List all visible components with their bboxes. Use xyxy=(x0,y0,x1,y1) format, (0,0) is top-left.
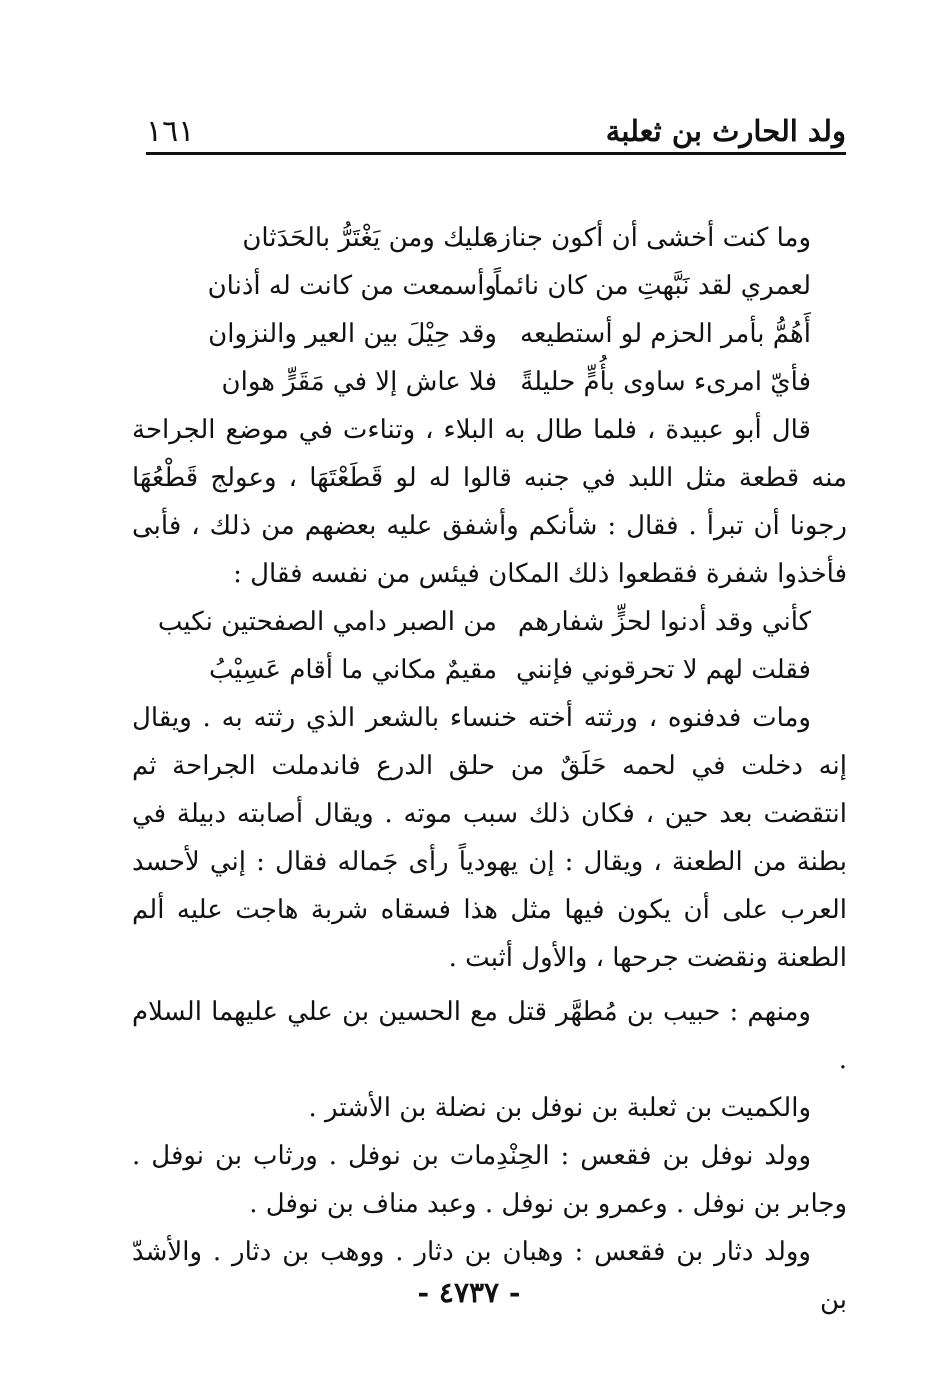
paragraph: ومنهم : حبيب بن مُطهَّر قتل مع الحسين بن علي عليهما السلام . xyxy=(132,997,847,1075)
verse-line xyxy=(132,646,847,694)
paragraph: قال أبو عبيدة ، فلما طال به البلاء ، وتناءت في موضع الجراحة منه قطعة مثل اللبد في جنبه قالوا له لو قَطَعْتَهَا ، وعولج قَطْعُهَا رجونا أن تبرأ . فقال : شأنكم وأشفق عليه بعضهم من ذلك ، فأبى فأخذوا شفرة فقطعوا ذلك المكان فيئس من نفسه فقال : xyxy=(132,415,847,589)
verse-first-hemistich: فأيّ امرىء ساوى بأُمٍّ حليلةً xyxy=(520,367,811,397)
verse-first-hemistich: أَهُمُّ بأمر الحزم لو أستطيعه xyxy=(520,319,811,349)
paragraph: ومات فدفنوه ، ورثته أخته خنساء بالشعر الذي رثته به . ويقال إنه دخلت في لحمه حَلَقٌ من حلق الدرع فاندملت الجراحة ثم انتقضت بعد حين ، فكان ذلك سبب موته . ويقال أصابته دبيلة في بطنة من الطعنة ، ويقال : إن يهودياً رأى جَماله فقال : إني لأحسد العرب على أن يكون فيها مثل هذا فسقاه شربة هاجت عليه ألم الطعنة ونقضت جرحها ، والأول أثبت . xyxy=(132,703,847,973)
verse-first-hemistich: كأني وقد أدنوا لحزٍّ شفارهم xyxy=(517,607,811,637)
running-header xyxy=(146,108,846,154)
paragraph: وولد نوفل بن فقعس : الحِنْدِمات بن نوفل . ورثاب بن نوفل . وجابر بن نوفل . وعمرو بن نوفل . وعبد مناف بن نوفل . xyxy=(132,1141,847,1219)
verse-second-hemistich: من الصبر دامي الصفحتين نكيب xyxy=(157,607,497,637)
verse-line xyxy=(132,358,847,406)
page-body xyxy=(132,214,847,1324)
verse-second-hemistich: وأسمعت من كانت له أذنان xyxy=(207,271,497,301)
page-number: ١٦١ xyxy=(146,113,195,149)
verse-line xyxy=(132,310,847,358)
verse-second-hemistich: عليك ومن يَغْتَرُّ بالحَدَثان xyxy=(242,223,497,253)
verse-second-hemistich: فلا عاش إلا في مَقَرٍّ هوان xyxy=(221,367,497,397)
verse-line xyxy=(132,214,847,262)
poem-block-1 xyxy=(132,214,847,406)
paragraph: وولد دثار بن فقعس : وهبان بن دثار . ووهب بن دثار . والأشدّ بن xyxy=(132,1237,847,1315)
verse-first-hemistich: وما كنت أخشى أن أكون جنازة xyxy=(484,223,811,253)
verse-second-hemistich: مقيمٌ مكاني ما أقام عَسِيْبُ xyxy=(208,655,497,685)
verse-first-hemistich: فقلت لهم لا تحرقوني فإنني xyxy=(515,655,811,685)
verse-line xyxy=(132,262,847,310)
chapter-title: ولد الحارث بن ثعلبة xyxy=(605,114,846,148)
verse-first-hemistich: لعمري لقد نَبَّهتِ من كان نائماً xyxy=(493,271,811,301)
volume-page-number: - ٤٧٣٧ - xyxy=(417,1276,521,1309)
verse-second-hemistich: وقد حِيْلَ بين العير والنزوان xyxy=(208,319,497,349)
verse-line xyxy=(132,598,847,646)
header-rule xyxy=(146,152,846,155)
poem-block-2 xyxy=(132,598,847,694)
paragraph: والكميت بن ثعلبة بن نوفل بن نضلة بن الأشتر . xyxy=(308,1093,811,1123)
